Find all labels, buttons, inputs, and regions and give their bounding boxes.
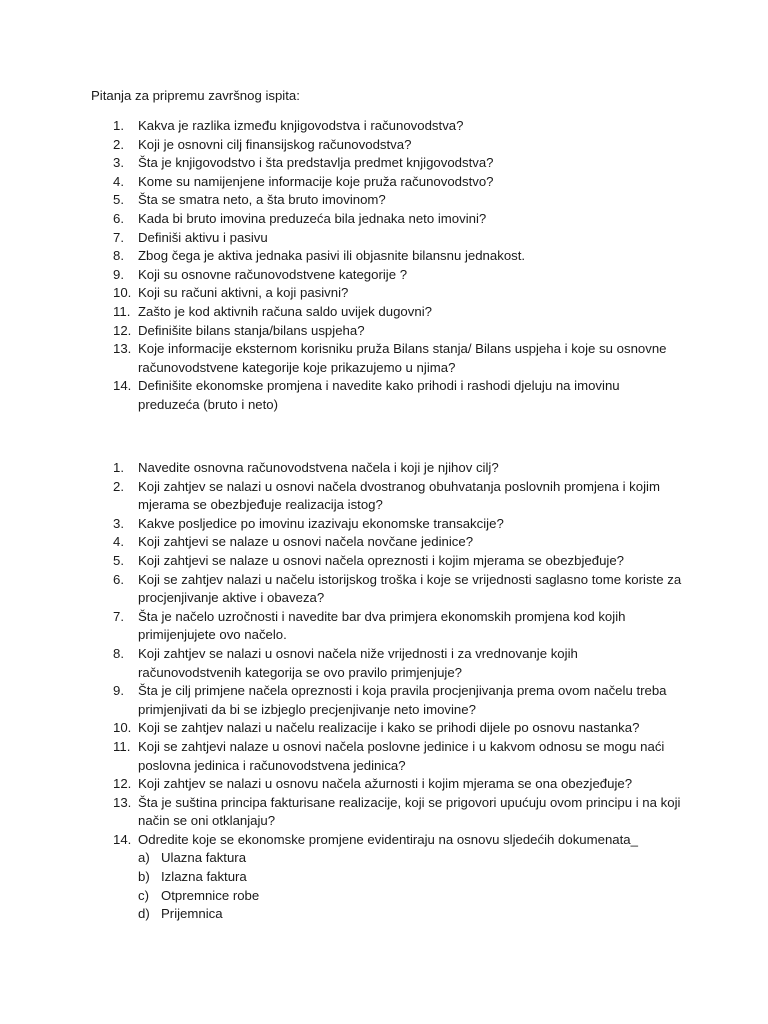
question-item: [0, 303, 678, 322]
question-text: primijenjujete ovo načelo.: [138, 627, 287, 643]
question-text: Kome su namijenjene informacije koje pruža računovodstvo?: [138, 173, 494, 189]
question-text: računovodstvene kategorije koje prikazujemo u njima?: [138, 359, 456, 375]
question-number: 13.: [113, 341, 132, 357]
question-text: Šta je knjigovodstvo i šta predstavlja predmet knjigovodstva?: [138, 155, 494, 171]
question-text: Koji su računi aktivni, a koji pasivni?: [138, 285, 349, 301]
question-number: 3.: [113, 515, 124, 531]
question-text: Kada bi bruto imovina preduzeća bila jednaka neto imovini?: [138, 210, 487, 226]
question-item: [0, 738, 678, 775]
sublist-letter: a): [138, 850, 150, 866]
sublist-letter: b): [138, 869, 150, 885]
question-text: Koji zahtjevi se nalaze u osnovi načela novčane jedinice?: [138, 534, 474, 550]
question-text: preduzeća (bruto i neto): [138, 396, 279, 412]
question-text: Koje informacije eksternom korisniku pruža Bilans stanja/ Bilans uspjeha i koje su osnovne: [138, 341, 667, 357]
question-text: računovodstvenih kategorija se ovo pravilo primjenjuje?: [138, 664, 463, 680]
question-number: 1.: [113, 460, 124, 475]
question-text: Koji se zahtjev nalazi u načelu realizacije i kako se prihodi dijele po osnovu nastanka?: [138, 720, 640, 736]
question-item: [0, 459, 678, 478]
question-item: [0, 645, 678, 682]
question-text: Navedite osnovna računovodstvena načela i koji je njihov cilj?: [138, 460, 499, 475]
question-number: 11.: [113, 738, 131, 754]
question-item: [0, 515, 678, 534]
question-text: Koji zahtjevi se nalaze u osnovi načela opreznosti i kojim mjerama se obezbjeđuje?: [138, 552, 625, 568]
question-item: [0, 266, 678, 285]
question-item: [0, 719, 678, 738]
question-text: Koji zahtjev se nalazi u osnovi načela niže vrijednosti i za vrednovanje kojih: [138, 645, 578, 661]
question-number: 9.: [113, 266, 124, 282]
question-item: [0, 340, 678, 377]
question-text: Koji su osnovne računovodstvene kategorije ?: [138, 266, 408, 282]
question-text: Koji se zahtjev nalazi u načelu istorijskog troška i koje se vrijednosti saglasno tome koriste za: [138, 571, 682, 587]
document-sublist: [138, 849, 678, 923]
question-item: [0, 377, 678, 414]
question-text: Odredite koje se ekonomske promjene evidentiraju na osnovu sljedećih dokumenata_: [138, 831, 638, 847]
question-item: [0, 533, 678, 552]
sublist-text: Ulazna faktura: [161, 850, 247, 866]
sublist-letter: c): [138, 887, 149, 903]
question-item: [0, 154, 678, 173]
question-text: način se oni otklanjaju?: [138, 813, 276, 829]
question-list-2: [0, 459, 768, 924]
question-text: Koji zahtjev se nalazi u osnovu načela ažurnosti i kojim mjerama se ona obezjeđuje?: [138, 776, 633, 792]
question-text: procjenjivanje aktive i obaveza?: [138, 590, 325, 606]
question-text: Kakve posljedice po imovinu izazivaju ekonomske transakcije?: [138, 515, 504, 531]
question-text: Definišite ekonomske promjena i navedite kako prihodi i rashodi djeluju na imovinu: [138, 378, 620, 394]
question-number: 12.: [113, 776, 132, 792]
question-text: Šta je načelo uzročnosti i navedite bar dva primjera ekonomskih promjena kod kojih: [138, 608, 626, 624]
question-text: mjerama se obezbjeđuje realizacija istog?: [138, 497, 383, 513]
question-text: Koji se zahtjevi nalaze u osnovi načela poslovne jedinice i u kakvom odnosu se mogu naći: [138, 738, 665, 754]
question-item: [0, 794, 681, 831]
question-number: 6.: [113, 571, 124, 587]
question-number: 10.: [113, 720, 132, 736]
sublist-item: [138, 887, 561, 906]
question-number: 4.: [113, 173, 124, 189]
question-number: 5.: [113, 552, 124, 568]
sublist-letter: d): [138, 906, 150, 922]
sublist-item: [138, 868, 561, 887]
question-item: [0, 478, 678, 515]
question-item: [0, 608, 678, 645]
question-number: 8.: [113, 645, 124, 661]
question-number: 3.: [113, 155, 124, 171]
question-number: 5.: [113, 192, 124, 208]
sublist-text: Izlazna faktura: [161, 869, 247, 885]
question-item: [0, 229, 678, 248]
question-number: 7.: [113, 608, 124, 624]
question-number: 12.: [113, 322, 132, 338]
question-text: Koji je osnovni cilj finansijskog računovodstva?: [138, 136, 412, 152]
question-text: primjenjivati da bi se izbjeglo precjenjivanje neto imovine?: [138, 701, 476, 717]
sublist-item: [138, 905, 561, 924]
question-item: [0, 210, 678, 229]
question-item: [0, 191, 678, 210]
question-number: 2.: [113, 478, 124, 494]
question-text: Šta je cilj primjene načela opreznosti i koja pravila procjenjivanja prema ovom načelu treba: [138, 683, 667, 699]
question-number: 14.: [113, 831, 132, 847]
question-item: [0, 571, 682, 608]
question-item: [0, 322, 678, 341]
question-number: 7.: [113, 229, 124, 245]
question-number: 4.: [113, 534, 124, 550]
question-item: [0, 552, 678, 571]
question-number: 6.: [113, 210, 124, 226]
question-text: Definišite bilans stanja/bilans uspjeha?: [138, 322, 365, 338]
question-text: Definiši aktivu i pasivu: [138, 229, 268, 245]
question-number: 14.: [113, 378, 132, 394]
question-item: [0, 173, 678, 192]
question-number: 8.: [113, 248, 124, 264]
question-number: 11.: [113, 303, 131, 319]
question-text: poslovna jedinica i računovodstvena jedinica?: [138, 757, 406, 773]
question-item: [0, 831, 678, 924]
question-item: [0, 136, 678, 155]
question-text: Zašto je kod aktivnih računa saldo uvijek dugovni?: [138, 303, 432, 319]
question-number: 10.: [113, 285, 132, 301]
sublist-text: Prijemnica: [161, 906, 223, 922]
question-number: 9.: [113, 683, 124, 699]
question-number: 2.: [113, 136, 124, 152]
question-item: [0, 682, 678, 719]
sublist-item: [138, 849, 561, 868]
question-text: Koji zahtjev se nalazi u osnovi načela dvostranog obuhvatanja poslovnih promjena i kojim: [138, 478, 660, 494]
sublist-text: Otpremnice robe: [161, 887, 260, 903]
question-list-1: [0, 117, 768, 415]
question-item: [0, 775, 678, 794]
question-text: Zbog čega je aktiva jednaka pasivi ili objasnite bilansnu jednakost.: [138, 248, 526, 264]
question-item: [0, 117, 678, 136]
question-text: Šta se smatra neto, a šta bruto imovinom?: [138, 192, 386, 208]
question-number: 1.: [113, 118, 124, 133]
question-item: [0, 284, 678, 303]
question-text: Kakva je razlika između knjigovodstva i računovodstva?: [138, 118, 464, 133]
question-text: Šta je suština principa fakturisane realizacije, koji se prigovori upućuju ovom principu i na koji: [138, 794, 681, 810]
question-number: 13.: [113, 794, 132, 810]
question-item: [0, 247, 678, 266]
document-title: Pitanja za pripremu završnog ispita:: [91, 88, 300, 103]
